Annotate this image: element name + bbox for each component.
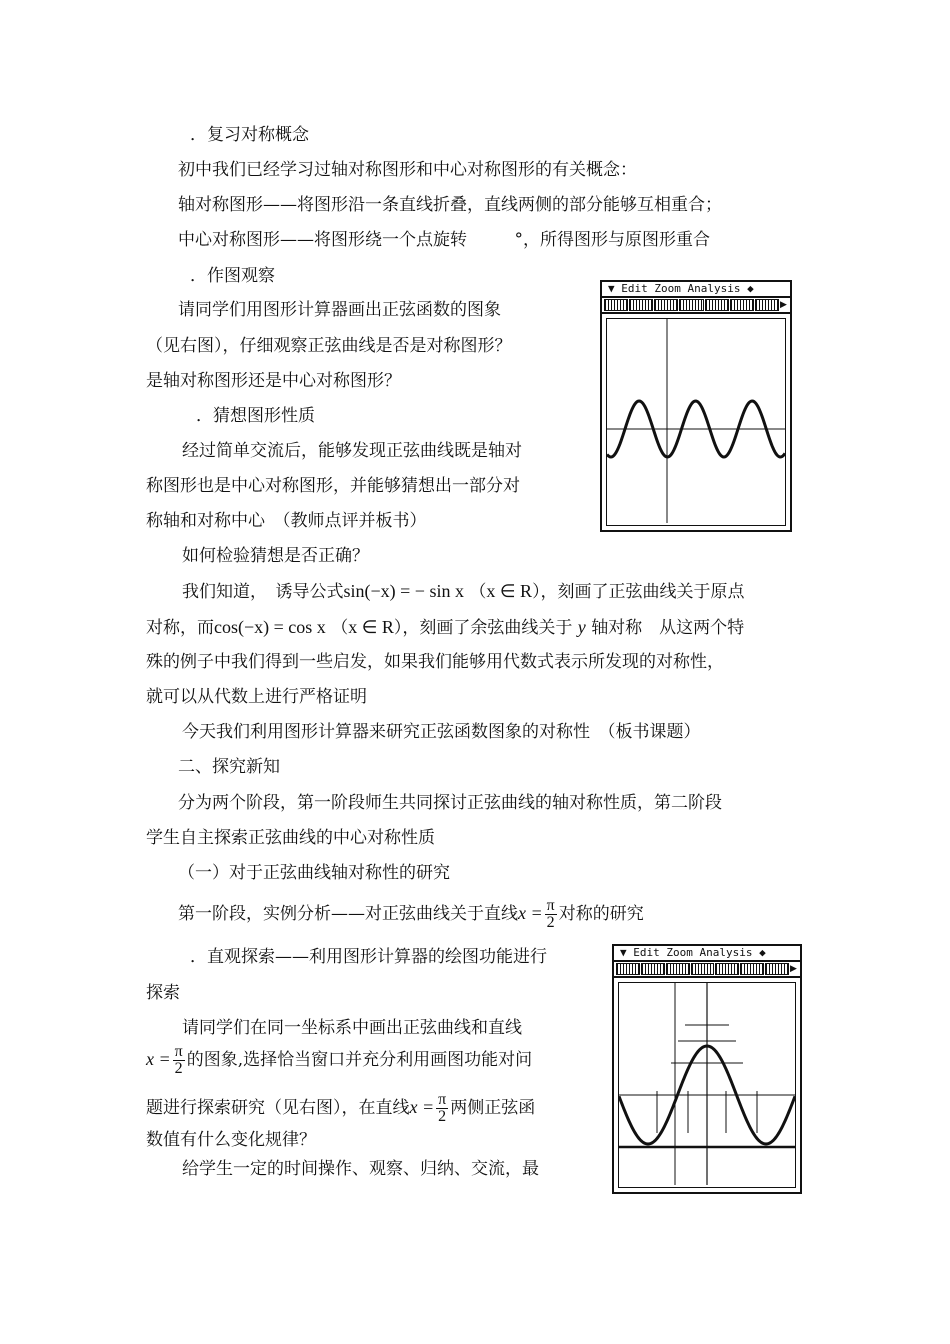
sine-graph xyxy=(607,319,785,523)
text-segment: （ xyxy=(469,582,487,602)
calculator-menubar: ▼ Edit Zoom Analysis ◆ xyxy=(602,282,790,298)
text-segment: 题进行探索研究（见右图），在直线 xyxy=(146,1098,410,1118)
x-equals: x = xyxy=(518,903,543,923)
text-segment: 两侧正弦函 xyxy=(450,1098,536,1118)
x-equals: x = xyxy=(146,1049,171,1069)
heading-conjecture: ．猜想图形性质 xyxy=(196,406,315,426)
toolbar-button-icon xyxy=(679,299,703,311)
heading-visual-explore: ．直观探索——利用图形计算器的绘图功能进行 xyxy=(190,947,547,967)
formula-cos-even: cos(−x) = cos x xyxy=(214,617,326,637)
degree-sign: ° xyxy=(514,230,523,250)
paragraph-line: 称图形也是中心对称图形，并能够猜想出一部分对 xyxy=(146,476,520,496)
heading-plot-observe: ．作图观察 xyxy=(190,266,275,286)
paragraph-line: 初中我们已经学习过轴对称图形和中心对称图形的有关概念： xyxy=(178,160,637,180)
calculator-screenshot-symmetry xyxy=(612,944,802,1194)
text-segment: 中心对称图形——将图形绕一个点旋转 xyxy=(178,230,467,250)
text-segment: ），刻画了余弦曲线关于 xyxy=(393,618,573,638)
domain-real: x ∈ R xyxy=(486,581,533,601)
toolbar-button-icon xyxy=(641,963,665,975)
x-equals: x = xyxy=(409,1097,435,1117)
toolbar-button-icon xyxy=(616,963,640,975)
paragraph-line: 学生自主探索正弦曲线的中心对称性质 xyxy=(146,828,435,848)
paragraph-line: 数值有什么变化规律？ xyxy=(146,1130,316,1150)
paragraph-line: 今天我们利用图形计算器来研究正弦函数图象的对称性 （板书课题） xyxy=(182,722,701,742)
toolbar-button-icon xyxy=(730,299,754,311)
fraction-pi-over-2: $\frac{\pi}{2}$ xyxy=(174,1043,183,1077)
calculator-toolbar xyxy=(602,298,790,314)
paragraph-line xyxy=(182,579,745,604)
calculator-toolbar xyxy=(614,962,800,978)
paragraph-line: 轴对称图形——将图形沿一条直线折叠，直线两侧的部分能够互相重合； xyxy=(178,195,722,215)
paragraph-line: 是轴对称图形还是中心对称图形？ xyxy=(146,371,401,391)
fraction-pi-over-2: $\frac{\pi}{2}$ xyxy=(546,897,555,931)
paragraph-line: 探索 xyxy=(146,983,180,1003)
paragraph-line xyxy=(146,1044,532,1077)
sine-symmetry-graph xyxy=(619,983,795,1185)
toolbar-button-icon xyxy=(629,299,653,311)
toolbar-button-icon xyxy=(604,299,628,311)
text-segment: 轴对称 从这两个特 xyxy=(591,618,745,638)
calculator-screenshot-sine xyxy=(600,280,792,532)
paragraph-line: 给学生一定的时间操作、观察、归纳、交流，最 xyxy=(182,1159,539,1179)
paragraph-line: 请同学们在同一坐标系中画出正弦曲线和直线 xyxy=(182,1018,522,1038)
toolbar-button-icon xyxy=(666,963,690,975)
paragraph-line: 经过简单交流后，能够发现正弦曲线既是轴对 xyxy=(182,441,522,461)
domain-real: x ∈ R xyxy=(348,617,394,637)
text-segment: ，所得图形与原图形重合 xyxy=(523,230,710,250)
paragraph-line: 殊的例子中我们得到一些启发，如果我们能够用代数式表示所发现的对称性， xyxy=(146,652,724,672)
arrow-right-icon: ▶ xyxy=(779,300,787,310)
text-segment: 对称的研究 xyxy=(558,904,644,924)
text-segment: （ xyxy=(331,618,349,638)
toolbar-button-icon xyxy=(715,963,739,975)
paragraph-line xyxy=(146,615,744,640)
section-heading-explore: 二、探究新知 xyxy=(178,757,280,777)
paragraph-line xyxy=(146,1092,535,1125)
formula-sin-odd: sin(−x) = − sin x xyxy=(343,581,464,601)
text-segment: 我们知道， 诱导公式 xyxy=(182,582,344,602)
toolbar-button-icon xyxy=(654,299,678,311)
graph-screen xyxy=(618,982,796,1188)
graph-screen xyxy=(606,318,786,526)
text-segment: 对称，而 xyxy=(146,618,214,638)
arrow-right-icon: ▶ xyxy=(790,964,797,974)
toolbar-button-icon xyxy=(705,299,729,311)
paragraph-line: （见右图），仔细观察正弦曲线是否是对称图形？ xyxy=(146,336,512,356)
calculator-menubar: ▼ Edit Zoom Analysis ◆ xyxy=(614,946,800,962)
subsection-heading: （一）对于正弦曲线轴对称性的研究 xyxy=(178,863,450,883)
heading-review-symmetry: ．复习对称概念 xyxy=(190,125,309,145)
paragraph-line: 如何检验猜想是否正确？ xyxy=(182,546,369,566)
y-variable: y xyxy=(577,617,586,637)
text-segment: 第一阶段，实例分析——对正弦曲线关于直线 xyxy=(178,904,518,924)
paragraph-line: 分为两个阶段，第一阶段师生共同探讨正弦曲线的轴对称性质，第二阶段 xyxy=(178,793,722,813)
text-segment: 的图象,选择恰当窗口并充分利用画图功能对问 xyxy=(186,1050,533,1070)
toolbar-button-icon xyxy=(740,963,764,975)
fraction-pi-over-2: $\frac{\pi}{2}$ xyxy=(438,1091,447,1125)
paragraph-line xyxy=(178,898,644,931)
text-segment: ），刻画了正弦曲线关于原点 xyxy=(532,582,745,602)
toolbar-button-icon xyxy=(765,963,789,975)
toolbar-button-icon xyxy=(691,963,715,975)
paragraph-line: 称轴和对称中心 （教师点评并板书） xyxy=(146,511,427,531)
paragraph-line xyxy=(178,228,710,252)
paragraph-line: 请同学们用图形计算器画出正弦函数的图象 xyxy=(178,300,501,320)
toolbar-button-icon xyxy=(755,299,779,311)
paragraph-line: 就可以从代数上进行严格证明 xyxy=(146,687,367,707)
